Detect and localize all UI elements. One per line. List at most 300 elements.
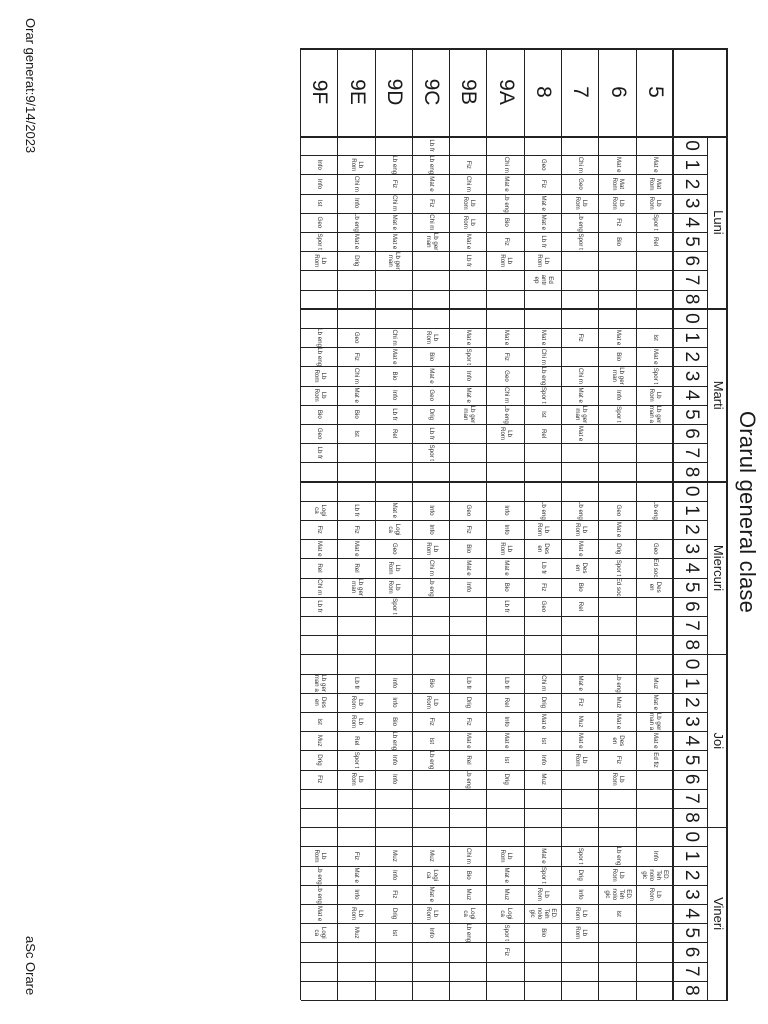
lesson-cell: Mat e bbox=[465, 387, 473, 403]
lesson-cell: Info bbox=[428, 927, 436, 938]
lesson-cell: Des en bbox=[536, 543, 551, 555]
lesson-cell: Lb Rom bbox=[611, 196, 626, 210]
period-number: 4 bbox=[681, 562, 702, 574]
lesson-cell: ED. Teh nolo gic bbox=[641, 869, 670, 882]
class-label: 9A bbox=[494, 79, 518, 105]
lesson-cell: Lb Rom bbox=[349, 695, 364, 709]
lesson-cell: Chi m bbox=[390, 195, 398, 212]
period-number: 5 bbox=[681, 236, 702, 247]
grid-line bbox=[301, 578, 708, 579]
period-number: 1 bbox=[681, 850, 702, 862]
period-number: 2 bbox=[681, 524, 702, 535]
lesson-cell bbox=[599, 270, 636, 289]
lesson-cell: Lb eng bbox=[465, 769, 473, 789]
grid-line bbox=[301, 155, 708, 156]
lesson-cell: Rel bbox=[390, 428, 398, 439]
lesson-cell: Drig bbox=[353, 255, 361, 267]
lesson-cell: Mat e bbox=[353, 867, 361, 883]
lesson-cell: Mat e bbox=[353, 233, 361, 250]
lesson-cell: Info bbox=[316, 159, 324, 170]
lesson-cell: Mat e bbox=[502, 733, 510, 749]
lesson-cell: Spor t bbox=[539, 386, 547, 404]
lesson-cell bbox=[488, 290, 525, 309]
lesson-cell bbox=[637, 520, 674, 539]
lesson-cell bbox=[599, 443, 636, 462]
lesson-cell: Lb Rom bbox=[349, 158, 364, 172]
lesson-cell: Mat e bbox=[651, 157, 659, 173]
lesson-cell: Fiz bbox=[390, 179, 398, 189]
lesson-cell: Info bbox=[390, 697, 398, 708]
period-number: 5 bbox=[681, 581, 702, 593]
grid-line bbox=[301, 308, 728, 310]
lesson-cell bbox=[413, 635, 450, 654]
lesson-cell: Lb Rom bbox=[387, 580, 402, 594]
lesson-cell bbox=[338, 309, 375, 328]
lesson-cell bbox=[562, 654, 599, 673]
lesson-cell: Spor t bbox=[353, 751, 361, 769]
period-number: 0 bbox=[681, 485, 702, 497]
lesson-cell: Chi m bbox=[577, 156, 585, 173]
lesson-cell: Fiz bbox=[316, 525, 324, 534]
lesson-cell bbox=[637, 942, 674, 961]
lesson-cell: Lb Rom bbox=[573, 753, 588, 767]
lesson-cell bbox=[525, 635, 562, 654]
lesson-cell bbox=[637, 251, 674, 270]
grid-line bbox=[707, 136, 708, 1000]
lesson-cell: Chi m bbox=[465, 847, 473, 865]
lesson-cell bbox=[637, 424, 674, 443]
lesson-cell bbox=[338, 136, 375, 155]
lesson-cell bbox=[301, 482, 338, 501]
lesson-cell bbox=[376, 942, 413, 961]
lesson-cell bbox=[488, 962, 525, 981]
day-header: Joi bbox=[711, 732, 726, 750]
lesson-cell bbox=[450, 827, 487, 846]
lesson-cell bbox=[562, 482, 599, 501]
lesson-cell: Geo bbox=[353, 331, 361, 344]
lesson-cell: Drig bbox=[614, 543, 622, 555]
lesson-cell bbox=[450, 462, 487, 481]
lesson-cell bbox=[525, 654, 562, 673]
lesson-cell bbox=[637, 309, 674, 328]
lesson-cell: Lb Rom bbox=[424, 331, 439, 345]
lesson-cell: Info bbox=[390, 678, 398, 689]
lesson-cell: Lb eng bbox=[577, 212, 585, 232]
lesson-cell bbox=[525, 443, 562, 462]
lesson-cell bbox=[376, 270, 413, 289]
lesson-cell: Info bbox=[428, 505, 436, 516]
grid-line bbox=[301, 558, 708, 559]
lesson-cell: Mat e bbox=[577, 675, 585, 691]
lesson-cell bbox=[413, 597, 450, 616]
lesson-cell: Muz bbox=[428, 850, 436, 862]
lesson-cell bbox=[301, 270, 338, 289]
lesson-cell bbox=[599, 942, 636, 961]
lesson-cell: Lb Rom bbox=[499, 849, 514, 863]
period-number: 0 bbox=[681, 313, 702, 324]
period-number: 8 bbox=[681, 985, 702, 996]
lesson-cell bbox=[301, 635, 338, 654]
lesson-cell: Des en bbox=[312, 696, 327, 708]
lesson-cell bbox=[450, 808, 487, 827]
lesson-cell: Info bbox=[353, 198, 361, 209]
lesson-cell bbox=[450, 597, 487, 616]
grid-line bbox=[301, 174, 708, 175]
grid-line bbox=[727, 48, 729, 1000]
period-number: 4 bbox=[681, 735, 702, 747]
lesson-cell: Chi m bbox=[428, 214, 436, 231]
lesson-cell bbox=[301, 616, 338, 635]
lesson-cell: Info bbox=[651, 850, 659, 862]
grid-line bbox=[301, 501, 708, 502]
lesson-cell: Muz bbox=[614, 696, 622, 709]
period-number: 6 bbox=[681, 773, 702, 785]
lesson-cell: Fiz bbox=[502, 947, 510, 957]
lesson-cell bbox=[301, 136, 338, 155]
period-number: 4 bbox=[681, 389, 702, 401]
lesson-cell bbox=[562, 808, 599, 827]
lesson-cell bbox=[413, 290, 450, 309]
lesson-cell: Lb ger man bbox=[461, 405, 476, 424]
grid-line bbox=[301, 885, 708, 886]
lesson-cell: Drig bbox=[316, 754, 324, 766]
lesson-cell: Info bbox=[428, 524, 436, 535]
lesson-cell bbox=[376, 962, 413, 981]
class-label: 9B bbox=[457, 79, 481, 105]
period-number: 3 bbox=[681, 543, 702, 555]
lesson-cell: Fiz bbox=[465, 160, 473, 169]
lesson-cell: Lb ger man a bbox=[312, 674, 327, 692]
lesson-cell bbox=[599, 251, 636, 270]
class-label: 9D bbox=[382, 78, 406, 106]
lesson-cell: Spor t bbox=[651, 367, 659, 385]
lesson-cell bbox=[450, 424, 487, 443]
lesson-cell: Lb eng bbox=[614, 673, 622, 693]
grid-line bbox=[301, 770, 708, 771]
period-number: 7 bbox=[681, 274, 702, 286]
grid-line bbox=[300, 48, 301, 1000]
lesson-cell: Lb Rom bbox=[648, 388, 663, 402]
lesson-cell bbox=[562, 251, 599, 270]
period-number: 0 bbox=[681, 831, 702, 843]
lesson-cell: Lb fr bbox=[428, 139, 436, 152]
period-number: 8 bbox=[681, 293, 702, 305]
lesson-cell: Info bbox=[390, 870, 398, 881]
lesson-cell: Lb fr bbox=[465, 676, 473, 690]
lesson-cell: Lb fr bbox=[539, 561, 547, 575]
lesson-cell bbox=[338, 942, 375, 961]
lesson-cell: Lb ger man bbox=[387, 252, 402, 270]
lesson-cell: Lb Rom bbox=[424, 695, 439, 709]
lesson-cell: Chi m bbox=[539, 675, 547, 692]
lesson-cell: Spor t bbox=[539, 866, 547, 884]
lesson-cell: Ist bbox=[353, 430, 361, 437]
lesson-cell bbox=[338, 597, 375, 616]
lesson-cell bbox=[525, 482, 562, 501]
period-number: 5 bbox=[681, 754, 702, 766]
lesson-cell: Lb eng bbox=[316, 347, 324, 367]
grid-line bbox=[375, 48, 376, 1000]
lesson-cell: Lb Rom bbox=[349, 715, 364, 729]
grid-line bbox=[301, 923, 708, 924]
lesson-cell bbox=[488, 808, 525, 827]
lesson-cell: Mat e bbox=[502, 329, 510, 346]
lesson-cell: Fiz bbox=[428, 199, 436, 208]
period-number: 2 bbox=[681, 697, 702, 708]
lesson-cell: Bio bbox=[577, 582, 585, 592]
period-number: 2 bbox=[681, 869, 702, 881]
lesson-cell: Geo bbox=[316, 216, 324, 229]
period-number: 1 bbox=[681, 505, 702, 516]
grid-line bbox=[301, 712, 708, 713]
lesson-cell: Mat e bbox=[614, 521, 622, 538]
lesson-cell bbox=[637, 770, 674, 789]
lesson-cell: Lb Rom bbox=[312, 254, 327, 268]
grid-line bbox=[673, 48, 675, 1000]
lesson-cell: Lb eng bbox=[651, 500, 659, 520]
lesson-cell bbox=[488, 482, 525, 501]
lesson-cell bbox=[637, 270, 674, 289]
lesson-cell bbox=[637, 962, 674, 981]
lesson-cell: Geo bbox=[465, 504, 473, 517]
lesson-cell: Mat e bbox=[465, 233, 473, 250]
lesson-cell: Muz bbox=[353, 926, 361, 939]
lesson-cell: Muz bbox=[316, 734, 324, 747]
lesson-cell bbox=[599, 789, 636, 808]
lesson-cell bbox=[562, 942, 599, 961]
lesson-cell bbox=[637, 597, 674, 616]
lesson-cell: Lb fr bbox=[502, 600, 510, 613]
lesson-cell bbox=[637, 482, 674, 501]
period-number: 3 bbox=[681, 370, 702, 382]
grid-line bbox=[301, 290, 708, 291]
lesson-cell: Lb eng bbox=[577, 500, 585, 520]
lesson-cell: Lb ger man bbox=[573, 405, 588, 424]
lesson-cell bbox=[562, 443, 599, 462]
lesson-cell bbox=[637, 635, 674, 654]
lesson-cell bbox=[376, 290, 413, 309]
lesson-cell bbox=[413, 616, 450, 635]
grid-line bbox=[301, 328, 708, 329]
lesson-cell bbox=[599, 962, 636, 981]
lesson-cell: Info bbox=[614, 390, 622, 401]
lesson-cell: Fiz bbox=[465, 717, 473, 726]
lesson-cell: Mat e bbox=[390, 233, 398, 250]
lesson-cell: Bio bbox=[428, 352, 436, 362]
lesson-cell bbox=[562, 981, 599, 1000]
lesson-cell: Mat e bbox=[614, 713, 622, 730]
lesson-cell: Mat e bbox=[428, 368, 436, 384]
lesson-cell: Fiz bbox=[614, 755, 622, 765]
grid-line bbox=[524, 48, 525, 1000]
lesson-cell: ED. Teh nolo gic bbox=[604, 888, 633, 901]
lesson-cell bbox=[338, 462, 375, 481]
period-number: 1 bbox=[681, 159, 702, 171]
lesson-cell: Bio bbox=[539, 928, 547, 938]
lesson-cell: Lb fr bbox=[502, 676, 510, 690]
lesson-cell: Bio bbox=[502, 582, 510, 592]
lesson-cell: Geo bbox=[390, 542, 398, 555]
period-number: 2 bbox=[681, 351, 702, 363]
lesson-cell bbox=[376, 635, 413, 654]
lesson-cell: Drig bbox=[390, 907, 398, 920]
lesson-cell: Mat e bbox=[539, 195, 547, 211]
period-number: 7 bbox=[681, 447, 702, 459]
period-number: 8 bbox=[681, 639, 702, 651]
grid-line bbox=[301, 674, 708, 675]
lesson-cell: Lb eng bbox=[502, 404, 510, 424]
lesson-cell bbox=[599, 482, 636, 501]
lesson-cell: Info bbox=[502, 716, 510, 727]
grid-line bbox=[301, 846, 708, 847]
lesson-cell: Lb fr bbox=[428, 427, 436, 440]
lesson-cell: Ist bbox=[316, 718, 324, 725]
lesson-cell: Mat e bbox=[614, 157, 622, 173]
grid-line bbox=[301, 462, 708, 463]
lesson-cell bbox=[525, 789, 562, 808]
lesson-cell: Lb Rom bbox=[536, 254, 551, 268]
grid-line bbox=[301, 232, 708, 233]
lesson-cell bbox=[413, 827, 450, 846]
lesson-cell: Fiz bbox=[390, 890, 398, 899]
lesson-cell: Rel bbox=[539, 428, 547, 439]
lesson-cell bbox=[599, 462, 636, 481]
lesson-cell bbox=[450, 654, 487, 673]
lesson-cell bbox=[413, 462, 450, 481]
lesson-cell: Lb Rom bbox=[573, 196, 588, 210]
grid-line bbox=[301, 520, 708, 521]
lesson-cell bbox=[450, 981, 487, 1000]
lesson-cell: Bio bbox=[465, 544, 473, 554]
lesson-cell bbox=[450, 270, 487, 289]
lesson-cell: Logi ca bbox=[312, 926, 327, 939]
lesson-cell bbox=[338, 962, 375, 981]
lesson-cell: Geo bbox=[651, 542, 659, 555]
lesson-cell bbox=[599, 616, 636, 635]
period-number: 7 bbox=[681, 793, 702, 804]
lesson-cell: Lb ger man bbox=[611, 367, 626, 385]
lesson-cell: Mat e bbox=[614, 329, 622, 346]
lesson-cell bbox=[376, 482, 413, 501]
lesson-cell bbox=[301, 462, 338, 481]
lesson-cell: Mat e bbox=[428, 886, 436, 903]
lesson-cell: Drig bbox=[577, 869, 585, 881]
lesson-cell bbox=[525, 827, 562, 846]
lesson-cell bbox=[450, 290, 487, 309]
lesson-cell bbox=[488, 270, 525, 289]
grid-line bbox=[301, 597, 708, 598]
grid-line bbox=[301, 904, 708, 905]
lesson-cell: Bio bbox=[614, 352, 622, 362]
lesson-cell: Lb fr bbox=[465, 254, 473, 267]
grid-line bbox=[301, 808, 708, 809]
lesson-cell bbox=[525, 942, 562, 961]
lesson-cell bbox=[301, 942, 338, 961]
lesson-cell: Lb Rom bbox=[536, 523, 551, 537]
lesson-cell: Lb Rom bbox=[573, 523, 588, 537]
lesson-cell: Geo bbox=[316, 427, 324, 440]
lesson-cell bbox=[525, 981, 562, 1000]
grid-line bbox=[301, 194, 708, 195]
lesson-cell bbox=[599, 424, 636, 443]
lesson-cell: Ist bbox=[502, 756, 510, 764]
lesson-cell bbox=[338, 635, 375, 654]
lesson-cell: Fiz bbox=[577, 333, 585, 342]
lesson-cell: Mat e bbox=[651, 733, 659, 749]
lesson-cell bbox=[338, 616, 375, 635]
period-number: 8 bbox=[681, 466, 702, 478]
lesson-cell bbox=[488, 789, 525, 808]
lesson-cell bbox=[637, 981, 674, 1000]
lesson-cell bbox=[301, 654, 338, 673]
lesson-cell: Mat e bbox=[353, 387, 361, 403]
lesson-cell: Ist bbox=[390, 929, 398, 937]
lesson-cell: Lb ger man a bbox=[648, 405, 663, 424]
lesson-cell bbox=[525, 962, 562, 981]
lesson-cell: Info bbox=[316, 178, 324, 190]
lesson-cell bbox=[450, 616, 487, 635]
grid-line bbox=[301, 366, 708, 367]
lesson-cell bbox=[562, 309, 599, 328]
grid-line bbox=[561, 48, 562, 1000]
lesson-cell bbox=[338, 808, 375, 827]
lesson-cell: Spor t bbox=[316, 233, 324, 250]
lesson-cell bbox=[301, 827, 338, 846]
lesson-cell: Mat Rom bbox=[648, 177, 663, 191]
grid-line bbox=[301, 136, 728, 138]
lesson-cell: Mat e bbox=[539, 214, 547, 231]
lesson-cell: Lb Rom bbox=[648, 196, 663, 210]
lesson-cell: Mat e bbox=[577, 425, 585, 442]
lesson-cell: Fiz bbox=[539, 179, 547, 189]
lesson-cell: Lb Rom bbox=[312, 388, 327, 402]
lesson-cell bbox=[488, 443, 525, 462]
lesson-cell: Ed soc bbox=[651, 558, 659, 578]
lesson-cell: Muz bbox=[651, 677, 659, 690]
grid-line bbox=[301, 48, 728, 50]
lesson-cell: Fiz bbox=[614, 218, 622, 227]
lesson-cell bbox=[376, 981, 413, 1000]
grid-line bbox=[301, 750, 708, 751]
lesson-cell: Fiz bbox=[428, 717, 436, 726]
lesson-cell bbox=[376, 462, 413, 481]
class-label: 7 bbox=[569, 86, 593, 98]
lesson-cell: Spor t bbox=[390, 598, 398, 615]
lesson-cell: Chi m bbox=[353, 367, 361, 385]
grid-line bbox=[301, 213, 708, 214]
lesson-cell: Chi m bbox=[502, 156, 510, 173]
lesson-cell bbox=[488, 136, 525, 155]
lesson-cell: Mat e bbox=[651, 694, 659, 711]
grid-line bbox=[301, 539, 708, 540]
lesson-cell bbox=[599, 136, 636, 155]
lesson-cell: Spor t bbox=[651, 214, 659, 231]
lesson-cell: Muz bbox=[502, 888, 510, 901]
period-number: 6 bbox=[681, 946, 702, 958]
lesson-cell bbox=[413, 482, 450, 501]
lesson-cell: Lb Rom bbox=[648, 887, 663, 901]
lesson-cell: Lb ger man bbox=[424, 232, 439, 251]
class-label: 9F bbox=[308, 79, 332, 105]
lesson-cell: Spor t bbox=[577, 233, 585, 250]
period-number: 0 bbox=[681, 658, 702, 670]
lesson-cell: Lb Rom bbox=[499, 427, 514, 441]
period-number: 4 bbox=[681, 908, 702, 919]
lesson-cell: Lb Rom bbox=[424, 907, 439, 921]
lesson-cell: Muz bbox=[465, 888, 473, 901]
lesson-cell: Bio bbox=[353, 409, 361, 419]
lesson-cell bbox=[562, 635, 599, 654]
